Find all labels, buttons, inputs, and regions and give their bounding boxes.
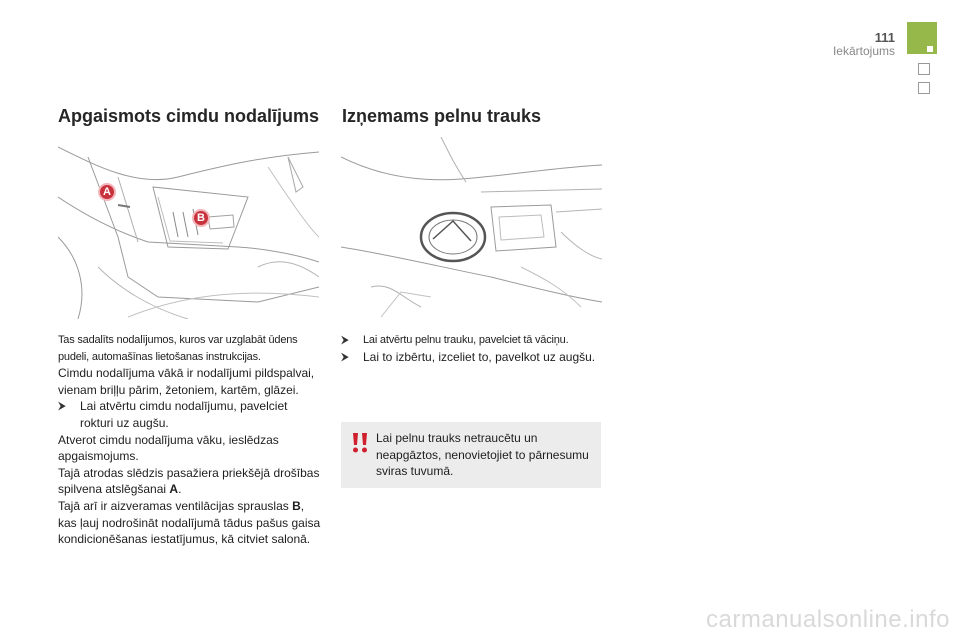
section-label: Iekārtojums	[832, 44, 895, 58]
glovebox-illustration	[58, 137, 319, 319]
glovebox-para-3	[58, 465, 323, 498]
marker-a-label: A	[103, 186, 111, 198]
ashtray-bullet-2	[341, 349, 603, 366]
glovebox-para-3-end: .	[178, 482, 182, 497]
page-number: 111	[874, 30, 895, 45]
glovebox-para-4-end: , kas ļauj nodrošināt nodalījumā tādus pašus gaisa kondicionēšanas iestatījumus, kā citviet salonā.	[58, 498, 321, 547]
bullet-arrow-icon: ⮞	[341, 334, 349, 346]
ashtray-bullet-1	[341, 332, 603, 349]
chapter-tab[interactable]	[907, 22, 937, 54]
chapter-tab-empty-2[interactable]	[918, 82, 930, 94]
glovebox-bullet-1	[58, 398, 323, 431]
ashtray-text	[341, 332, 603, 365]
glovebox-text	[58, 332, 323, 548]
marker-a	[98, 183, 116, 201]
marker-b	[192, 209, 210, 227]
glovebox-para-4-ref: B	[292, 498, 301, 513]
bullet-arrow-icon: ⮞	[58, 400, 66, 413]
glovebox-para-4	[58, 498, 323, 548]
glovebox-para-3-text: Tajā atrodas slēdzis pasažiera priekšējā drošības spilvena atslēgšanai	[58, 465, 320, 497]
ashtray-bullet-2-text: Lai to izbērtu, izceliet to, pavelkot uz augšu.	[363, 349, 596, 364]
tab-marker	[927, 46, 933, 52]
glovebox-heading: Apgaismots cimdu nodalījums	[58, 106, 320, 126]
glovebox-para-2: Atverot cimdu nodalījuma vāku, ieslēdzas apgaismojums.	[58, 432, 279, 464]
ashtray-bullet-1-text: Lai atvērtu pelnu trauku, pavelciet tā vāciņu.	[363, 334, 569, 346]
warning-text: Lai pelnu trauks netraucētu un neapgāztos, nenovietojiet to pārnesumu sviras tuvumā.	[376, 431, 589, 479]
glovebox-para-1: Cimdu nodalījuma vākā ir nodalījumi pildspalvai, vienam briļļu pārim, žetoniem, kartēm, glāzei.	[58, 366, 315, 397]
bullet-arrow-icon: ⮞	[341, 350, 349, 363]
marker-b-label: B	[197, 212, 205, 224]
glovebox-para-3-ref: A	[169, 482, 179, 497]
ashtray-illustration	[341, 137, 602, 319]
glovebox-bullet-1-text: Lai atvērtu cimdu nodalījumu, pavelciet rokturi uz augšu.	[80, 399, 288, 430]
warning-exclamation-icon	[350, 431, 370, 455]
warning-note	[341, 422, 601, 488]
watermark: carmanualsonline.info	[706, 606, 950, 633]
glovebox-intro: Tas sadalīts nodalījumos, kuros var uzglabāt ūdens pudeli, automašīnas lietošanas instrukcijas.	[58, 334, 298, 363]
glovebox-para-4-text: Tajā arī ir aizveramas ventilācijas sprauslas	[58, 498, 293, 513]
ashtray-heading: Izņemams pelnu trauks	[342, 106, 542, 126]
chapter-tab-empty-1[interactable]	[918, 63, 930, 75]
